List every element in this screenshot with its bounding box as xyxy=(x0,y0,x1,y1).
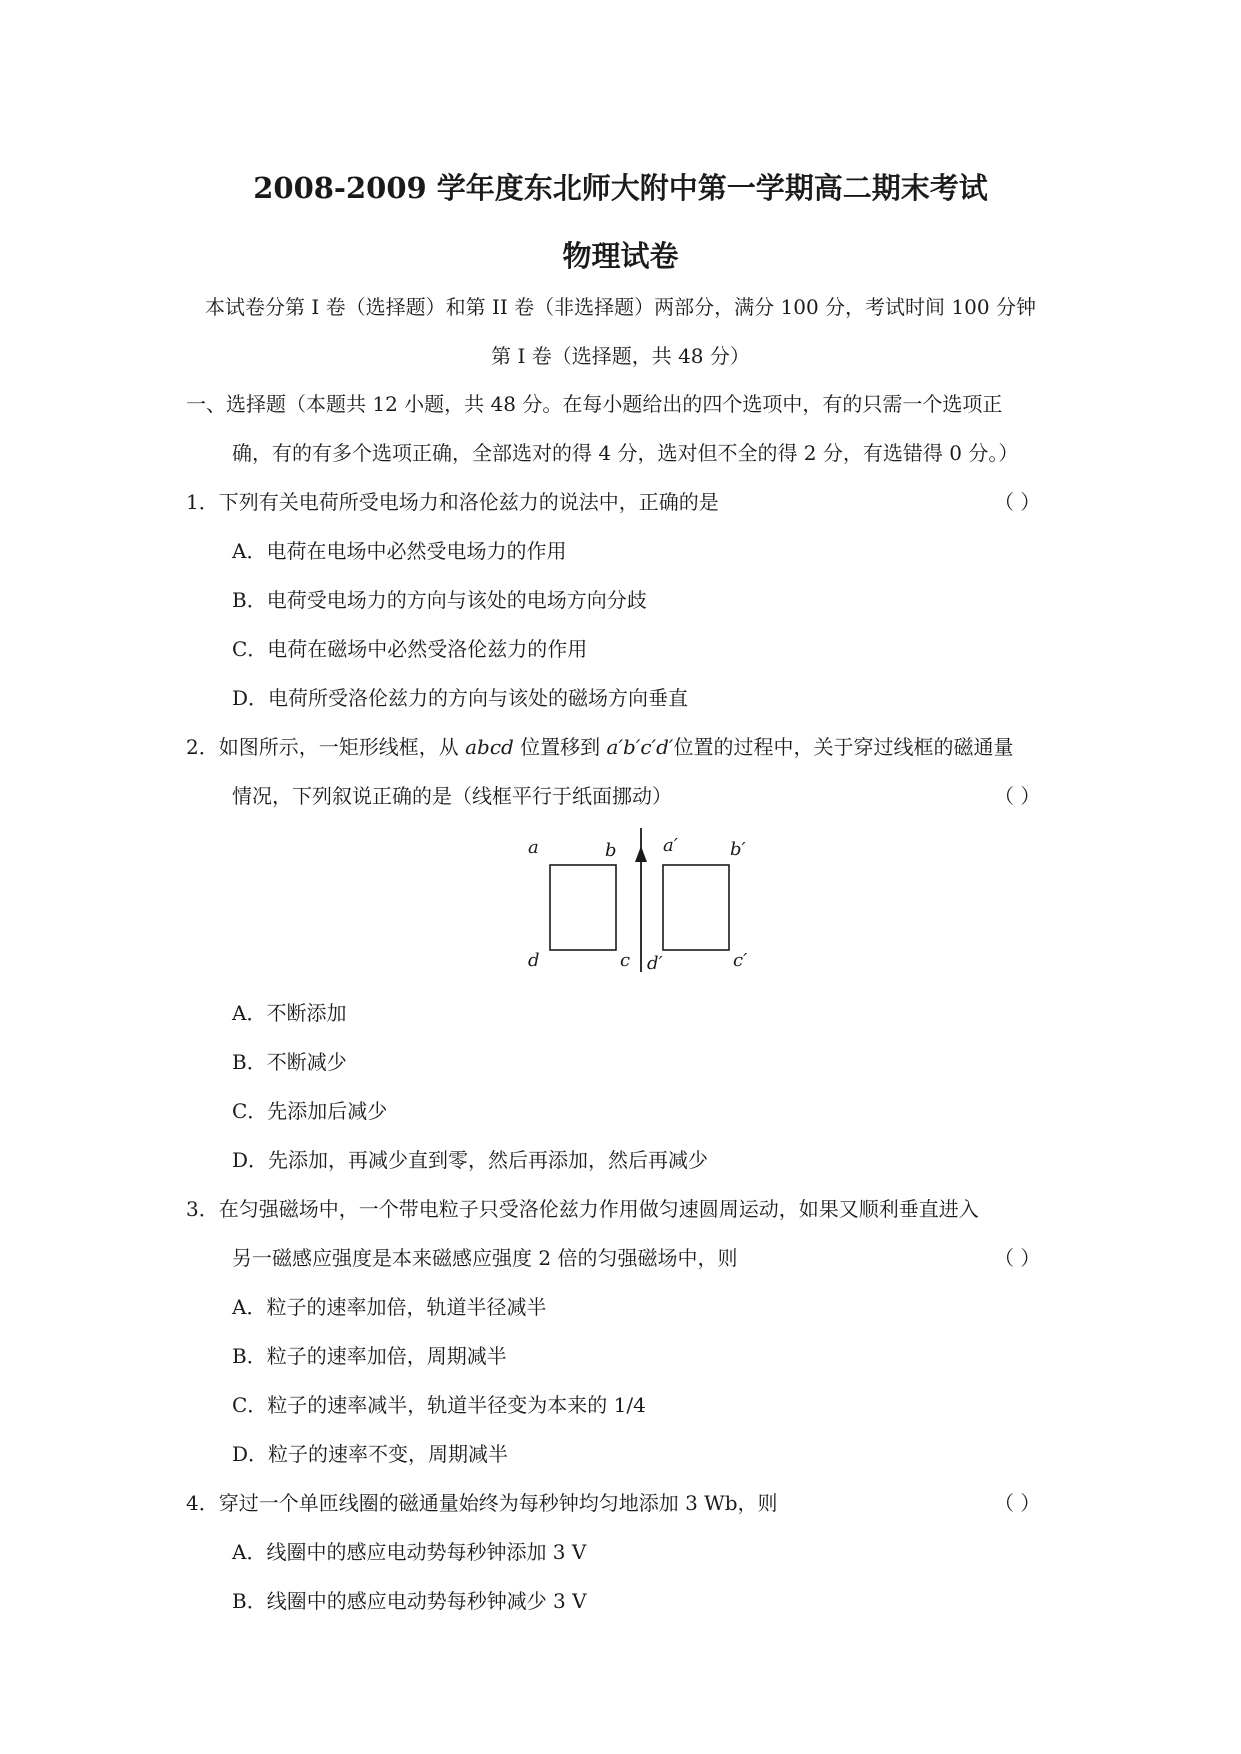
q4-option-b: B．线圈中的感应电动势每秒钟减少 3 V xyxy=(232,1589,587,1613)
q2-stem-line1 xyxy=(186,731,1013,760)
q1-option-d: D．电荷所受洛伦兹力的方向与该处的磁场方向垂直 xyxy=(232,686,689,710)
q2-answer-paren: （ ） xyxy=(994,784,1041,808)
frame-abcd xyxy=(550,865,616,950)
q3-stem-line1: 3．在匀强磁场中，一个带电粒子只受洛伦兹力作用做匀速圆周运动，如果又顺利垂直进入 xyxy=(186,1197,979,1221)
q3-option-d: D．粒子的速率不变，周期减半 xyxy=(232,1442,509,1466)
label-a: a xyxy=(528,837,539,858)
q2-option-a: A．不断添加 xyxy=(232,1001,347,1025)
section1-line1: 一、选择题（本题共 12 小题，共 48 分。在每小题给出的四个选项中，有的只需一个选项正 xyxy=(186,392,1003,416)
q2-option-d: D．先添加，再减少直到零，然后再添加，然后再减少 xyxy=(232,1148,709,1172)
q3-answer-paren: （ ） xyxy=(994,1246,1041,1270)
q2-stem-mid: 位置移到 xyxy=(513,735,607,759)
q1-stem: 1．下列有关电荷所受电场力和洛伦兹力的说法中，正确的是 xyxy=(186,490,719,514)
label-b: b xyxy=(605,840,617,861)
q3-option-a: A．粒子的速率加倍，轨道半径减半 xyxy=(232,1295,547,1319)
exam-intro: 本试卷分第 I 卷（选择题）和第 II 卷（非选择题）两部分，满分 100 分，考试时间 100 分钟 xyxy=(205,295,1036,319)
label-c-prime: c′ xyxy=(733,950,748,971)
q1-option-a: A．电荷在电场中必然受电场力的作用 xyxy=(232,539,567,563)
q2-stem-abcd-prime: a′b′c′d′ xyxy=(606,735,674,759)
label-d: d xyxy=(528,950,540,971)
q3-stem-line2: 另一磁感应强度是本来磁感应强度 2 倍的匀强磁场中，则 xyxy=(232,1246,738,1270)
label-b-prime: b′ xyxy=(730,839,746,860)
q2-option-c: C．先添加后减少 xyxy=(232,1099,388,1123)
label-d-prime: d′ xyxy=(647,953,663,974)
q2-stem-abcd: abcd xyxy=(465,735,514,759)
q3-option-b: B．粒子的速率加倍，周期减半 xyxy=(232,1344,507,1368)
q2-option-b: B．不断减少 xyxy=(232,1050,347,1074)
q1-answer-paren: （ ） xyxy=(994,490,1041,514)
label-a-prime: a′ xyxy=(663,835,678,856)
q2-stem-line2: 情况，下列叙说正确的是（线框平行于纸面挪动） xyxy=(232,784,672,808)
q2-stem-pre: 2．如图所示，一矩形线框，从 xyxy=(186,735,466,759)
exam-subtitle: 物理试卷 xyxy=(562,239,679,273)
label-c: c xyxy=(620,950,631,971)
frame-abcd-prime xyxy=(663,865,729,950)
part1-heading: 第 I 卷（选择题，共 48 分） xyxy=(491,344,750,368)
q4-stem: 4．穿过一个单匝线圈的磁通量始终为每秒钟均匀地添加 3 Wb，则 xyxy=(186,1491,778,1515)
q4-option-a: A．线圈中的感应电动势每秒钟添加 3 V xyxy=(232,1540,587,1564)
q1-option-c: C．电荷在磁场中必然受洛伦兹力的作用 xyxy=(232,637,588,661)
q2-figure xyxy=(520,820,780,980)
q3-option-c: C．粒子的速率减半，轨道半径变为本来的 1/4 xyxy=(232,1393,646,1417)
section1-line2: 确，有的有多个选项正确，全部选对的得 4 分，选对但不全的得 2 分，有选错得 0 分。） xyxy=(232,441,1019,465)
q4-answer-paren: （ ） xyxy=(994,1491,1041,1515)
exam-title: 2008-2009 学年度东北师大附中第一学期高二期末考试 xyxy=(253,171,988,205)
q1-option-b: B．电荷受电场力的方向与该处的电场方向分歧 xyxy=(232,588,647,612)
q2-stem-post: 位置的过程中，关于穿过线框的磁通量 xyxy=(673,735,1014,759)
current-arrow-icon xyxy=(635,846,647,862)
